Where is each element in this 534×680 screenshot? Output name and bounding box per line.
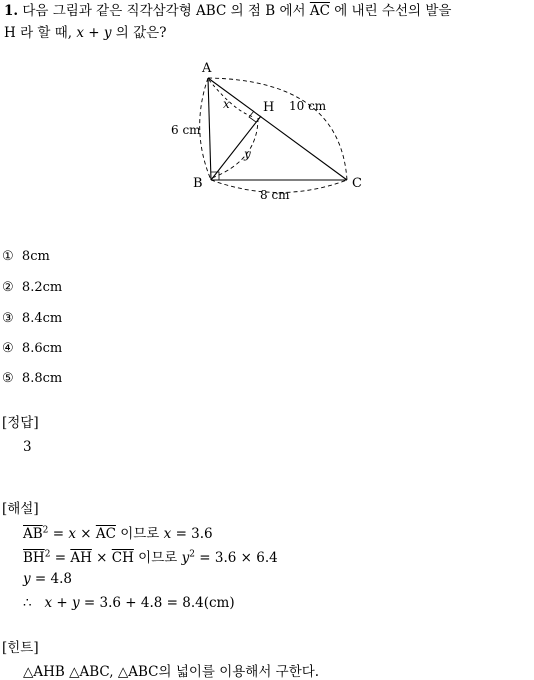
hint-text: △AHB △ABC, △ABC의 넓이를 이용해서 구한다.: [23, 664, 320, 680]
choice-3-mark: ③: [2, 311, 14, 326]
label-b: B: [193, 176, 203, 191]
choice-4-mark: ④: [2, 341, 14, 356]
solution-line-2: $\overline{BH}^2 = \overline{AH} \times \overline{CH}$ 이므로 $y^2 = 3.6 \times 6.4$: [23, 549, 278, 566]
choice-2-text: 8.2cm: [21, 280, 63, 295]
choice-2[interactable]: [2, 280, 62, 295]
choice-1-text: 8cm: [21, 249, 50, 264]
arc-ah: [209, 80, 254, 117]
label-h: H: [263, 100, 275, 115]
question-line-2: [4, 22, 166, 44]
choice-5-mark: ⑤: [2, 371, 14, 386]
side-ab: [208, 78, 211, 180]
answer-header: [정답]: [2, 415, 39, 431]
choice-4[interactable]: [2, 341, 62, 356]
label-x: x: [223, 97, 230, 111]
solution-line-1: $\overline{AB}^2 = x \times \overline{AC}$ 이므로 x = 3.6: [23, 525, 213, 542]
label-ac: 10 cm: [289, 99, 327, 113]
side-ac: [208, 78, 347, 180]
choice-4-text: 8.6cm: [21, 341, 63, 356]
solution-line-4: ∴ x + y = 3.6 + 4.8 = 8.4(cm): [23, 595, 235, 611]
label-c: C: [352, 176, 362, 191]
solution-header: [해설]: [2, 501, 39, 517]
choice-1[interactable]: [2, 249, 50, 264]
hint-header: [힌트]: [2, 640, 39, 656]
label-ab: 6 cm: [171, 123, 201, 137]
question-text-2a: H 라 할 때,: [4, 25, 77, 41]
label-bc: 8 cm: [260, 188, 290, 202]
question-text-2b: 의 값은?: [111, 25, 167, 41]
question-number: 1.: [4, 3, 19, 19]
choice-3[interactable]: [2, 311, 62, 326]
question-line-1: [4, 0, 451, 22]
answer-value: 3: [23, 439, 32, 455]
choice-1-mark: ①: [2, 249, 14, 264]
choice-5-text: 8.8cm: [21, 371, 63, 386]
label-y: y: [244, 147, 251, 161]
label-a: A: [202, 61, 212, 76]
solution-line-3: y = 4.8: [23, 571, 73, 587]
choice-2-mark: ②: [2, 280, 14, 295]
question-text-1b: 에 내린 수선의 발을: [329, 3, 452, 19]
choice-3-text: 8.4cm: [21, 311, 63, 326]
altitude-bh: [211, 116, 261, 180]
triangle-figure: [160, 55, 380, 205]
choice-5[interactable]: [2, 371, 62, 386]
question-expr: x + y: [76, 25, 112, 41]
segment-ac: $\overline{AC}$: [309, 3, 330, 19]
question-text-1a: 다음 그림과 같은 직각삼각형 ABC 의 점 B 에서: [22, 3, 310, 19]
